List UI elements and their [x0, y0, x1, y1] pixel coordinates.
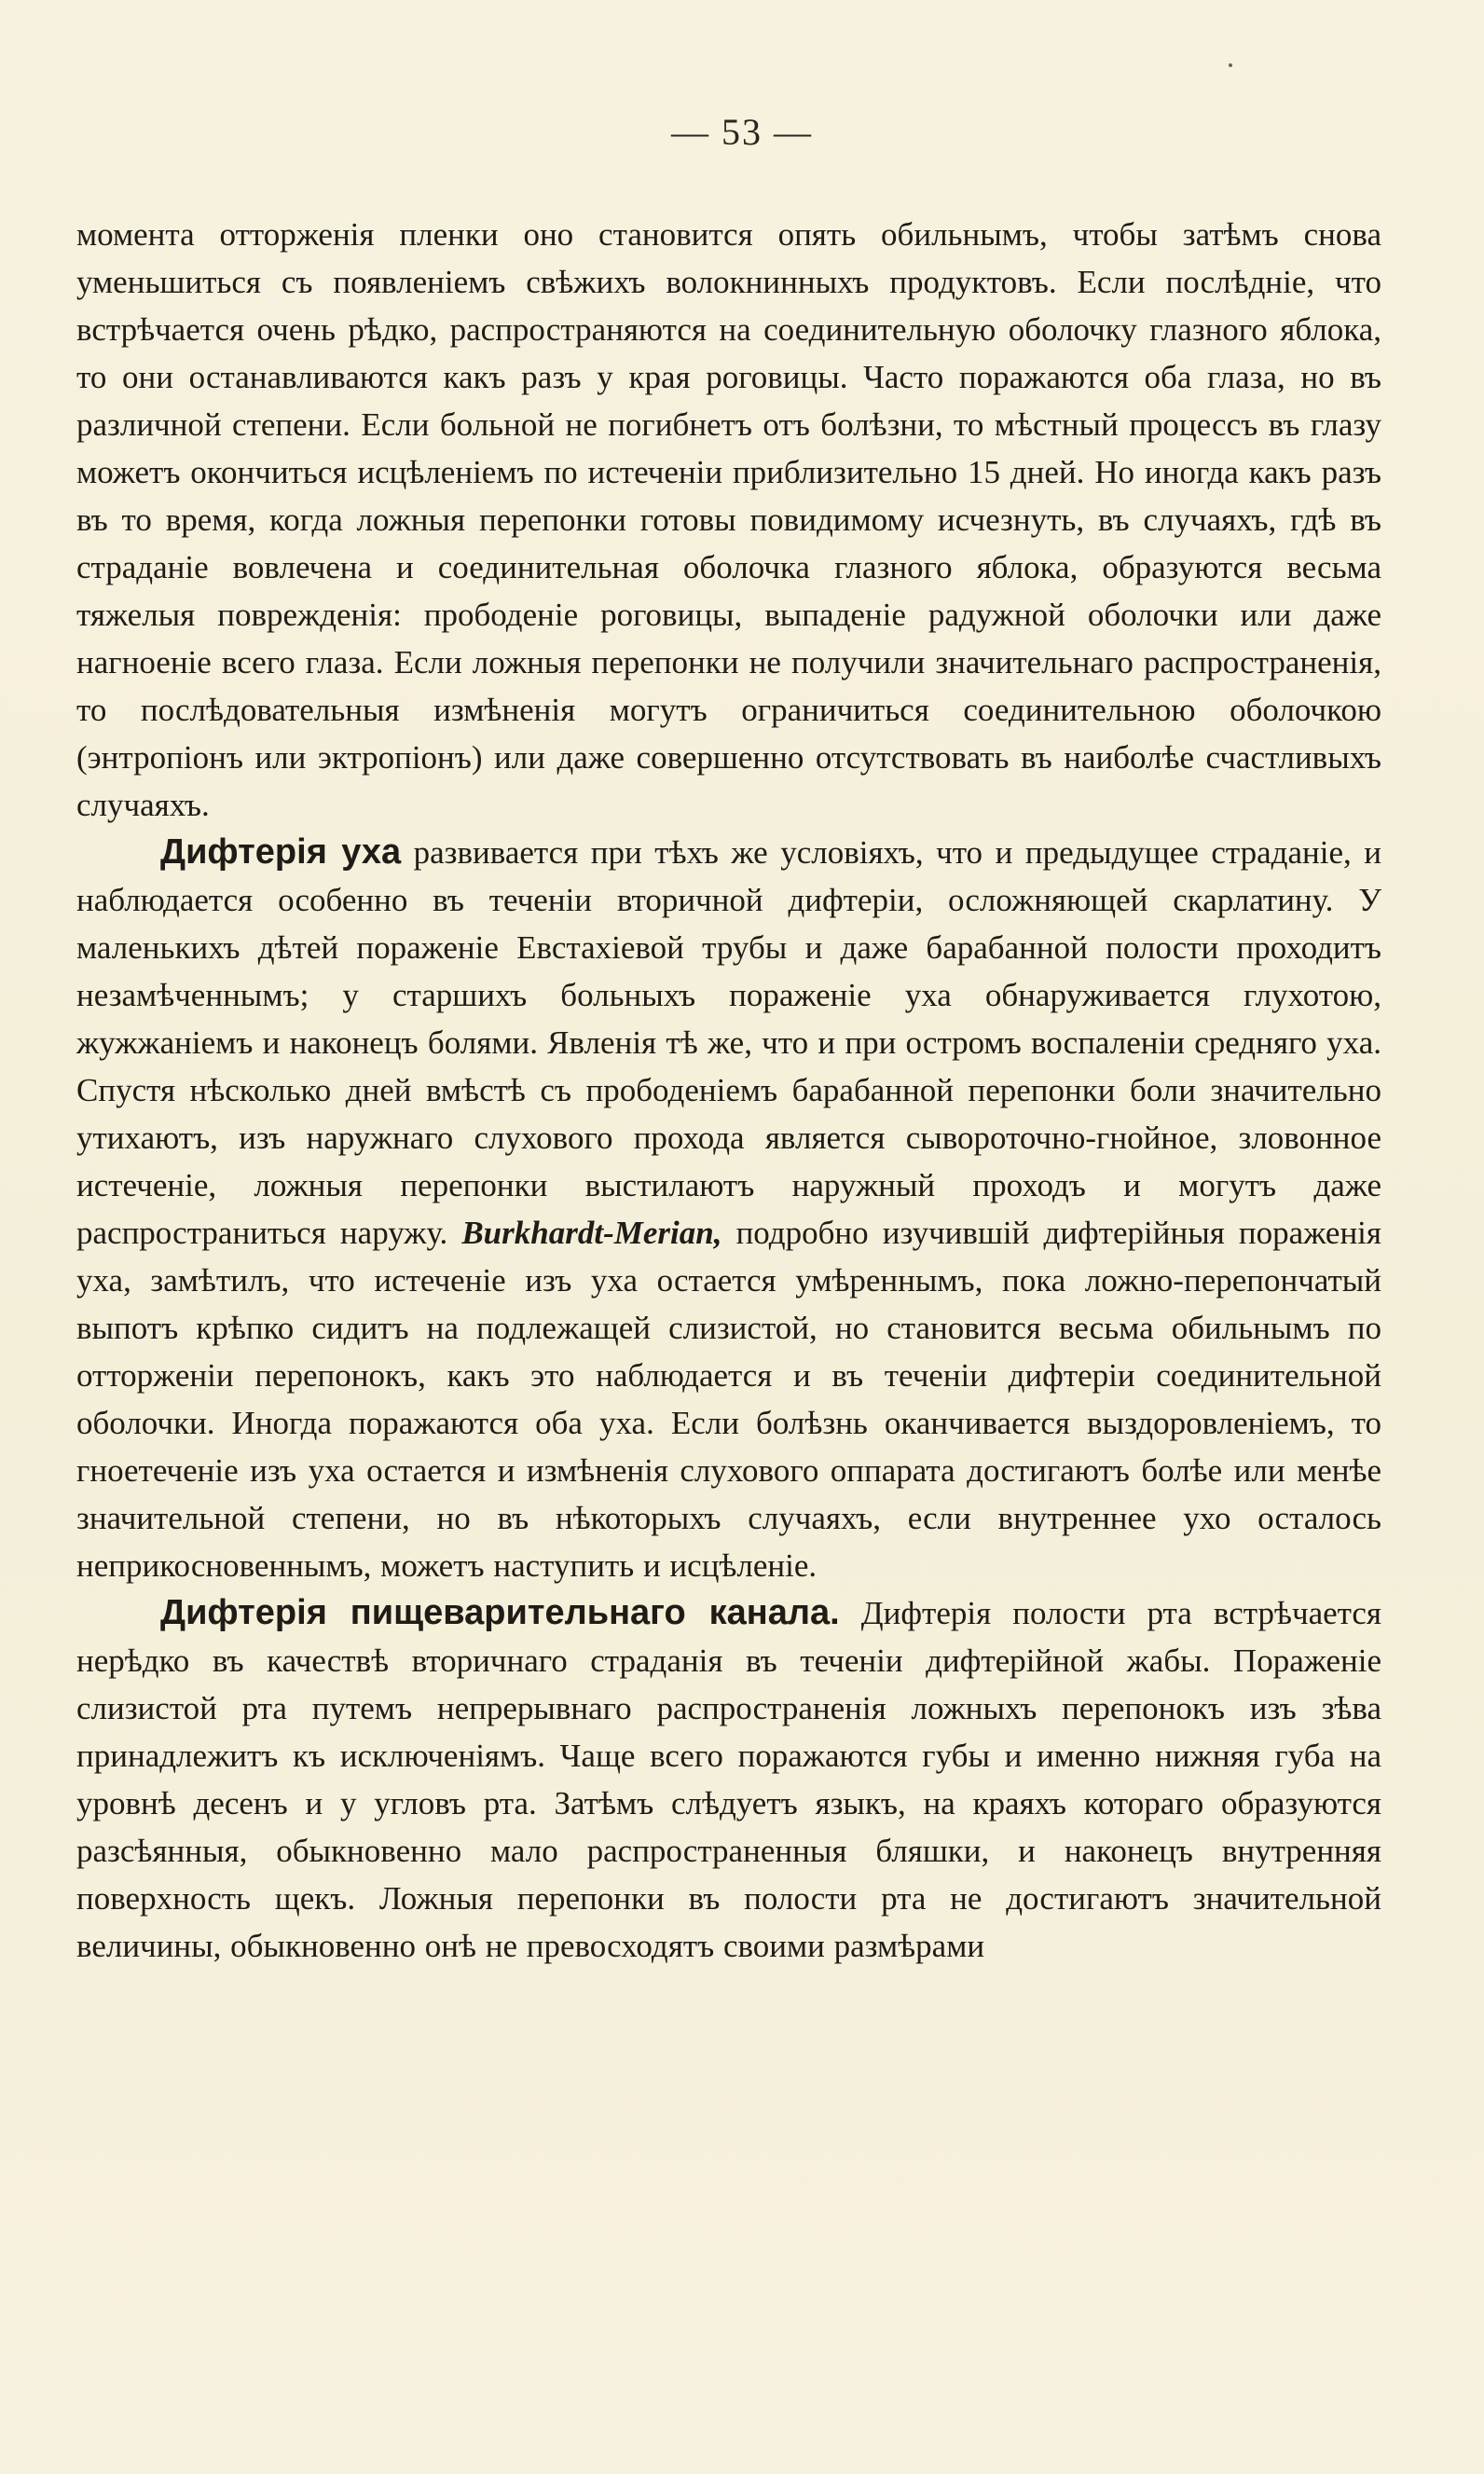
author-reference: Burkhardt-Merian, [461, 1215, 722, 1251]
page-number: — 53 — [671, 111, 813, 153]
ear-text-part-2: подробно изучившій дифтерійныя пораженія уха, замѣтилъ, что истеченіе изъ уха остается умѣреннымъ, пока ложно-перепончатый выпотъ крѣпко сидитъ на подлежащей слизистой, но становится весьма обильнымъ по отторженіи перепонокъ, какъ это наблюдается и въ теченіи дифтеріи соединительной оболочки. Иногда поражаются оба уха. Если болѣзнь оканчивается выздоровленіемъ, то гноетеченіе изъ уха остается и измѣненія слухового оппарата достигаютъ болѣе или менѣе значительной степени, но въ нѣкоторыхъ случаяхъ, если внутреннее ухо осталось неприкосновеннымъ, можетъ наступить и исцѣленіе. [76, 1215, 1382, 1584]
paragraph-eye-continuation: момента отторженія пленки оно становится опять обильнымъ, чтобы затѣмъ снова уменьшиться съ появленіемъ свѣжихъ волокнинныхъ продуктовъ. Если послѣдніе, что встрѣчается очень рѣдко, распространяются на соединительную оболочку глазного яблока, то они останавливаются какъ разъ у края роговицы. Часто поражаются оба глаза, но въ различной степени. Если больной не погибнетъ отъ болѣзни, то мѣстный процессъ въ глазу можетъ окончиться исцѣленіемъ по истеченіи приблизительно 15 дней. Но иногда какъ разъ въ то время, когда ложныя перепонки готовы повидимому исчезнуть, въ случаяхъ, гдѣ въ страданіе вовлечена и соединительная оболочка глазного яблока, образуются весьма тяжелыя поврежденія: прободеніе роговицы, выпаденіе радужной оболочки или даже нагноеніе всего глаза. Если ложныя перепонки не получили значительнаго распространенія, то послѣдовательныя измѣненія могутъ ограничиться соединительною оболочкою (энтропіонъ или эктропіонъ) или даже совершенно отсутствовать въ наиболѣе счастливыхъ случаяхъ. [76, 216, 1381, 823]
paper-speck [1229, 63, 1232, 67]
digestive-text: Дифтерія полости рта встрѣчается нерѣдко въ качествѣ вторичнаго страданія въ теченіи дифтерійной жабы. Пораженіе слизистой рта путемъ непрерывнаго распространенія ложныхъ перепонокъ изъ зѣва принадлежитъ къ исключеніямъ. Чаще всего поражаются губы и именно нижняя губа на уровнѣ деcенъ и у угловъ рта. Затѣмъ слѣдуетъ языкъ, на краяхъ котораго образуются разсѣянныя, обыкновенно мало распространенныя бляшки, и наконецъ внутренняя поверхность щекъ. Ложныя перепонки въ полости рта не достигаютъ значительной величины, обыкновенно онѣ не превосходятъ своими размѣрами [76, 1595, 1382, 1964]
body-text [76, 211, 1381, 1970]
ear-text-part-1: развивается при тѣхъ же условіяхъ, что и предыдущее страданіе, и наблюдается особенно въ теченіи вторичной дифтеріи, осложняющей скарлатину. У маленькихъ дѣтей пораженіе Евстахіевой трубы и даже барабанной полости проходитъ незамѣченнымъ; у старшихъ больныхъ пораженіе уха обнаруживается глухотою, жужжаніемъ и наконецъ болями. Явленія тѣ же, что и при остромъ воспаленіи средняго уха. Спустя нѣсколько дней вмѣстѣ съ прободеніемъ барабанной перепонки боли значительно утихаютъ, изъ наружнаго слухового прохода является сывороточно-гнойное, зловонное истеченіе, ложныя перепонки выстилаютъ наружный проходъ и могутъ даже распространиться наружу. [76, 834, 1382, 1251]
section-heading-digestive: Дифтерія пищеварительнаго канала. [160, 1593, 840, 1632]
section-heading-ear: Дифтерія уха [160, 832, 402, 872]
paragraph-digestive-diphtheria [76, 1589, 1381, 1970]
paragraph-ear-diphtheria [76, 829, 1381, 1589]
